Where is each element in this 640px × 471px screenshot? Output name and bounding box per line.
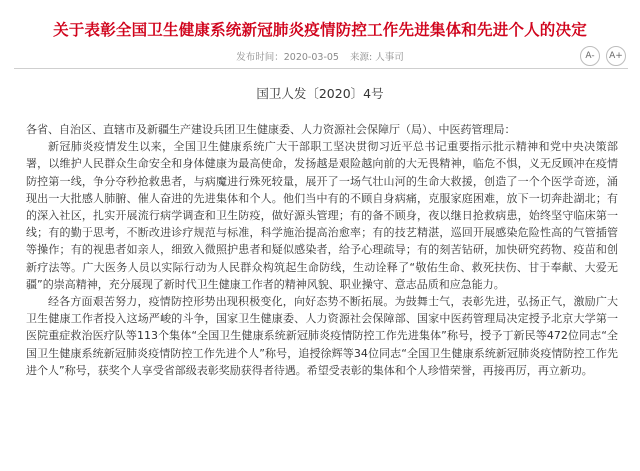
addressee-line: 各省、自治区、直辖市及新疆生产建设兵团卫生健康委、人力资源社会保障厅（局）、中医药管理局：: [26, 123, 516, 136]
font-increase-icon[interactable]: A+: [606, 46, 626, 66]
title-divider: [14, 68, 628, 69]
body-paragraph-2: 经各方面艰苦努力，疫情防控形势出现积极变化，向好态势不断拓展。为鼓舞士气，表彰先进，弘扬正气，激励广大卫生健康工作者投入这场严峻的斗争，国家卫生健康委、人力资源社会保障部、国家中医药管理局决定授予北京大学第一医院重症救治医疗队等113个集体“全国卫生健康系统新冠肺炎疫情防控工作先进集体”称号，授予丁新民等472位同志“全国卫生健康系统新冠肺炎疫情防控工作先进个人”称号，追授徐辉等34位同志“全国卫生健康系统新冠肺炎疫情防控工作先进个人”称号，获奖个人享受省部级表彰奖励获得者待遇。希望受表彰的集体和个人珍惜荣誉，再接再厉，再立新功。: [26, 295, 618, 377]
font-size-tools: [580, 46, 626, 66]
document-number: 国卫人发〔2020〕4号: [256, 86, 384, 101]
font-decrease-icon[interactable]: A-: [580, 46, 600, 66]
article-body: [26, 121, 618, 379]
article-title: 关于表彰全国卫生健康系统新冠肺炎疫情防控工作先进集体和先进个人的决定: [53, 21, 587, 39]
publish-date: 发布时间：2020-03-05: [236, 52, 339, 63]
article-source: 来源: 人事司: [350, 52, 404, 63]
body-paragraph-1: 新冠肺炎疫情发生以来，全国卫生健康系统广大干部职工坚决贯彻习近平总书记重要指示批示精神和党中央决策部署，以维护人民群众生命安全和身体健康为最高使命，发扬越是艰险越向前的大无畏精神，临危不惧，义无反顾冲在疫情防控第一线，争分夺秒抢救患者，与病魔进行殊死较量，展开了一场气壮山河的生命大救援，创造了一个个医学奇迹，涌现出一大批感人肺腑、催人奋进的先进集体和个人。他们当中有的不顾自身病痛，克服家庭困难，放下一切奔赴湖北；有的深入社区，扎实开展流行病学调查和卫生防疫，做好源头管理；有的备不顾身，夜以继日抢救病患，始终坚守临床第一线；有的勤于思考，不断改进诊疗规范与标准，科学施治提高治愈率；有的技艺精湛，巡回开展感染危险性高的气管插管等操作；有的视患者如亲人，细致入微照护患者和疑似感染者，给予心理疏导；有的刻苦钻研，加快研究药物、疫苗和创新疗法等。广大医务人员以实际行动为人民群众构筑起生命防线，生动诠释了“敬佑生命、救死扶伤、甘于奉献、大爱无疆”的崇高精神，充分展现了新时代卫生健康工作者的精神风貌、职业操守、意志品质和应急能力。: [26, 140, 618, 291]
article-meta: [0, 49, 640, 63]
